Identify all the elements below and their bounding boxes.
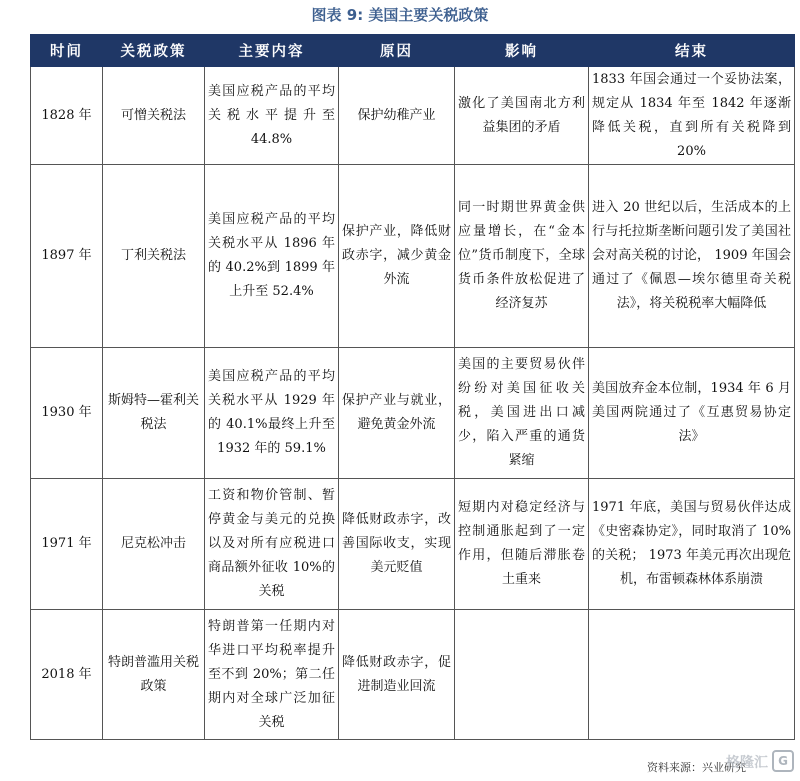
tariff-policy-table bbox=[30, 34, 795, 740]
table-row bbox=[31, 610, 795, 740]
watermark-text: 格隆汇 bbox=[726, 755, 768, 771]
time-cell: 1828 年 bbox=[31, 67, 103, 165]
time-cell: 2018 年 bbox=[31, 610, 103, 740]
content-cell: 美国应税产品的平均关税水平从 1896 年的 40.2%到 1899 年上升至 52.4% bbox=[205, 165, 339, 348]
reason-cell: 保护幼稚产业 bbox=[339, 67, 455, 165]
reason-cell: 保护产业，降低财政赤字，减少黄金外流 bbox=[339, 165, 455, 348]
header-policy: 关税政策 bbox=[103, 35, 205, 67]
header-impact: 影响 bbox=[455, 35, 589, 67]
table-row bbox=[31, 165, 795, 348]
watermark-logo-icon: G bbox=[772, 750, 794, 772]
header-content: 主要内容 bbox=[205, 35, 339, 67]
policy-cell: 特朗普滥用关税政策 bbox=[103, 610, 205, 740]
header-reason: 原因 bbox=[339, 35, 455, 67]
policy-cell: 斯姆特—霍利关税法 bbox=[103, 348, 205, 479]
content-cell: 美国应税产品的平均关税水平提升至 44.8% bbox=[205, 67, 339, 165]
policy-cell: 可憎关税法 bbox=[103, 67, 205, 165]
impact-cell: 激化了美国南北方利益集团的矛盾 bbox=[455, 67, 589, 165]
figure-title: 图表 9: 美国主要关税政策 bbox=[311, 6, 489, 24]
header-row bbox=[31, 35, 795, 67]
impact-cell bbox=[455, 610, 589, 740]
end-cell bbox=[589, 610, 795, 740]
content-cell: 特朗普第一任期内对华进口平均税率提升至不到 20%；第二任期内对全球广泛加征关税 bbox=[205, 610, 339, 740]
table-row bbox=[31, 348, 795, 479]
reason-cell: 降低财政赤字，改善国际收支，实现美元贬值 bbox=[339, 479, 455, 610]
reason-cell: 降低财政赤字，促进制造业回流 bbox=[339, 610, 455, 740]
time-cell: 1897 年 bbox=[31, 165, 103, 348]
impact-cell: 短期内对稳定经济与控制通胀起到了一定作用，但随后滞胀卷土重来 bbox=[455, 479, 589, 610]
end-cell: 1971 年底，美国与贸易伙伴达成《史密森协定》，同时取消了 10%的关税； 1973 年美元再次出现危机，布雷顿森林体系崩溃 bbox=[589, 479, 795, 610]
end-cell: 进入 20 世纪以后，生活成本的上行与托拉斯垄断问题引发了美国社会对高关税的讨论， 1909 年国会通过了《佩恩—埃尔德里奇关税法》，将关税税率大幅降低 bbox=[589, 165, 795, 348]
source-note: 资料来源：兴业研究 bbox=[647, 761, 746, 774]
content-cell: 工资和物价管制、暂停黄金与美元的兑换以及对所有应税进口商品额外征收 10%的关税 bbox=[205, 479, 339, 610]
policy-cell: 丁利关税法 bbox=[103, 165, 205, 348]
reason-cell: 保护产业与就业，避免黄金外流 bbox=[339, 348, 455, 479]
impact-cell: 同一时期世界黄金供应量增长，在“金本位”货币制度下，全球货币条件放松促进了经济复苏 bbox=[455, 165, 589, 348]
time-cell: 1971 年 bbox=[31, 479, 103, 610]
content-cell: 美国应税产品的平均关税水平从 1929 年的 40.1%最终上升至 1932 年的 59.1% bbox=[205, 348, 339, 479]
header-end: 结束 bbox=[589, 35, 795, 67]
end-cell: 美国放弃金本位制，1934 年 6 月美国两院通过了《互惠贸易协定法》 bbox=[589, 348, 795, 479]
impact-cell: 美国的主要贸易伙伴纷纷对美国征收关税，美国进出口减少，陷入严重的通货紧缩 bbox=[455, 348, 589, 479]
table-row bbox=[31, 479, 795, 610]
end-cell: 1833 年国会通过一个妥协法案，规定从 1834 年至 1842 年逐渐降低关税，直到所有关税降到 20% bbox=[589, 67, 795, 165]
header-time: 时间 bbox=[31, 35, 103, 67]
time-cell: 1930 年 bbox=[31, 348, 103, 479]
policy-cell: 尼克松冲击 bbox=[103, 479, 205, 610]
table-row bbox=[31, 67, 795, 165]
